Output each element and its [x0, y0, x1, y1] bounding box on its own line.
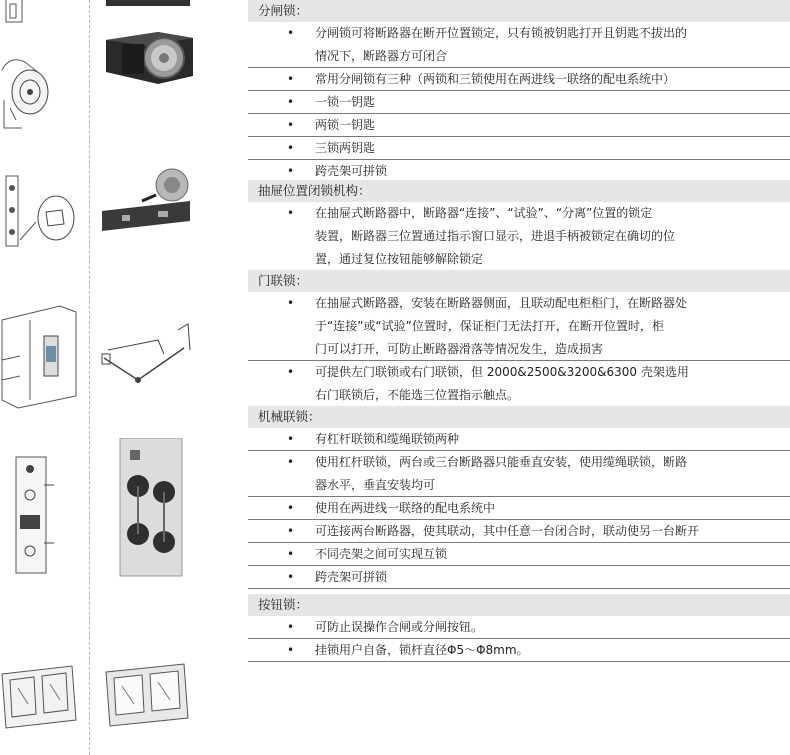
list-item-text: 右门联锁后，不能选三位置指示触点。 — [315, 388, 520, 402]
bullet-icon: • — [287, 164, 295, 178]
list-item — [248, 520, 790, 543]
list-item-text: 可防止误操作合闸或分闸按钮。 — [315, 620, 484, 634]
list-item-text: 情况下，断路器方可闭合 — [315, 49, 448, 63]
list-item — [248, 566, 790, 589]
door-interlock-linkage — [98, 320, 198, 390]
list-item-text: 在抽屉式断路器中，断路器“连接”、“试验”、“分离”位置的锁定 — [315, 206, 653, 220]
bullet-icon: • — [287, 570, 295, 584]
bullet-icon: • — [287, 524, 295, 538]
lock-line-drawing — [0, 0, 80, 150]
bullet-icon: • — [287, 547, 295, 561]
section-heading: 抽屉位置闭锁机构： — [248, 180, 790, 202]
bullet-icon: • — [287, 643, 295, 657]
mechanical-interlock-photo — [112, 438, 192, 578]
list-item-text: 器水平，垂直安装均可 — [315, 478, 436, 492]
lock-photo — [98, 0, 198, 150]
bullet-icon: • — [287, 141, 295, 155]
list-item — [248, 292, 790, 361]
list-item-text: 使用杠杆联锁，两台或三台断路器只能垂直安装，使用缆绳联锁，断路 — [315, 455, 688, 469]
list-item-text: 有杠杆联锁和缆绳联锁两种 — [315, 432, 460, 446]
list-item — [248, 137, 790, 160]
bullet-icon: • — [287, 26, 295, 40]
interlock-spec-table — [248, 0, 790, 755]
list-item — [248, 497, 790, 520]
bullet-icon: • — [287, 296, 295, 310]
list-item — [248, 22, 790, 68]
list-item — [248, 543, 790, 566]
list-item-text: 使用在两进线一联络的配电系统中 — [315, 501, 496, 515]
list-item-text: 常用分闸锁有三种（两锁和三锁使用在两进线一联络的配电系统中） — [315, 72, 676, 86]
section-heading: 分闸锁： — [248, 0, 790, 22]
bullet-icon: • — [287, 118, 295, 132]
list-item-text: 跨壳架可拼锁 — [315, 570, 388, 584]
list-item — [248, 202, 790, 271]
door-interlock-drawing — [0, 300, 85, 410]
bullet-icon: • — [287, 365, 295, 379]
list-item-text: 可连接两台断路器，使其联动，其中任意一台闭合时，联动使另一台断开 — [315, 524, 700, 538]
section-heading: 门联锁： — [248, 270, 790, 292]
list-item — [248, 616, 790, 639]
list-item — [248, 361, 790, 407]
section-heading: 机械联锁： — [248, 406, 790, 428]
list-item — [248, 428, 790, 451]
section-heading: 按钮锁： — [248, 594, 790, 616]
bullet-icon: • — [287, 206, 295, 220]
bullet-icon: • — [287, 501, 295, 515]
mechanical-interlock-drawing — [8, 455, 58, 575]
list-item-text: 一锁一钥匙 — [315, 95, 376, 109]
list-item — [248, 91, 790, 114]
list-item — [248, 451, 790, 497]
list-item-text: 挂锁用户自备，锁杆直径Φ5～Φ8mm。 — [315, 643, 529, 657]
list-item-text: 分闸锁可将断路器在断开位置锁定，只有锁被钥匙打开且钥匙不拔出的 — [315, 26, 688, 40]
drawer-lock-drawing — [0, 170, 85, 260]
list-item-text: 于“连接”或“试验”位置时，保证柜门无法打开，在断开位置时，柜 — [315, 319, 664, 333]
button-lock-drawing — [0, 662, 78, 730]
list-item-text: 跨壳架可拼锁 — [315, 164, 388, 178]
list-item-text: 三锁两钥匙 — [315, 141, 376, 155]
illustration-column — [0, 0, 245, 755]
list-item-text: 两锁一钥匙 — [315, 118, 376, 132]
list-item — [248, 68, 790, 91]
list-item — [248, 639, 790, 662]
bullet-icon: • — [287, 432, 295, 446]
button-lock-photo — [104, 660, 192, 728]
list-item — [248, 114, 790, 137]
list-item-text: 在抽屉式断路器，安装在断路器侧面，且联动配电柜柜门，在断路器处 — [315, 296, 688, 310]
list-item-text: 可提供左门联锁或右门联锁，但 2000&2500&3200&6300 壳架选用 — [315, 365, 689, 379]
bullet-icon: • — [287, 620, 295, 634]
bullet-icon: • — [287, 455, 295, 469]
drawer-lock-photo — [98, 165, 198, 245]
list-item-text: 装置，断路器三位置通过指示窗口显示，进退手柄被锁定在确切的位 — [315, 229, 676, 243]
bullet-icon: • — [287, 95, 295, 109]
list-item-text: 置，通过复位按钮能够解除锁定 — [315, 252, 484, 266]
list-item-text: 门可以打开，可防止断路器滑落等情况发生，造成损害 — [315, 342, 604, 356]
list-item-text: 不同壳架之间可实现互锁 — [315, 547, 448, 561]
bullet-icon: • — [287, 72, 295, 86]
